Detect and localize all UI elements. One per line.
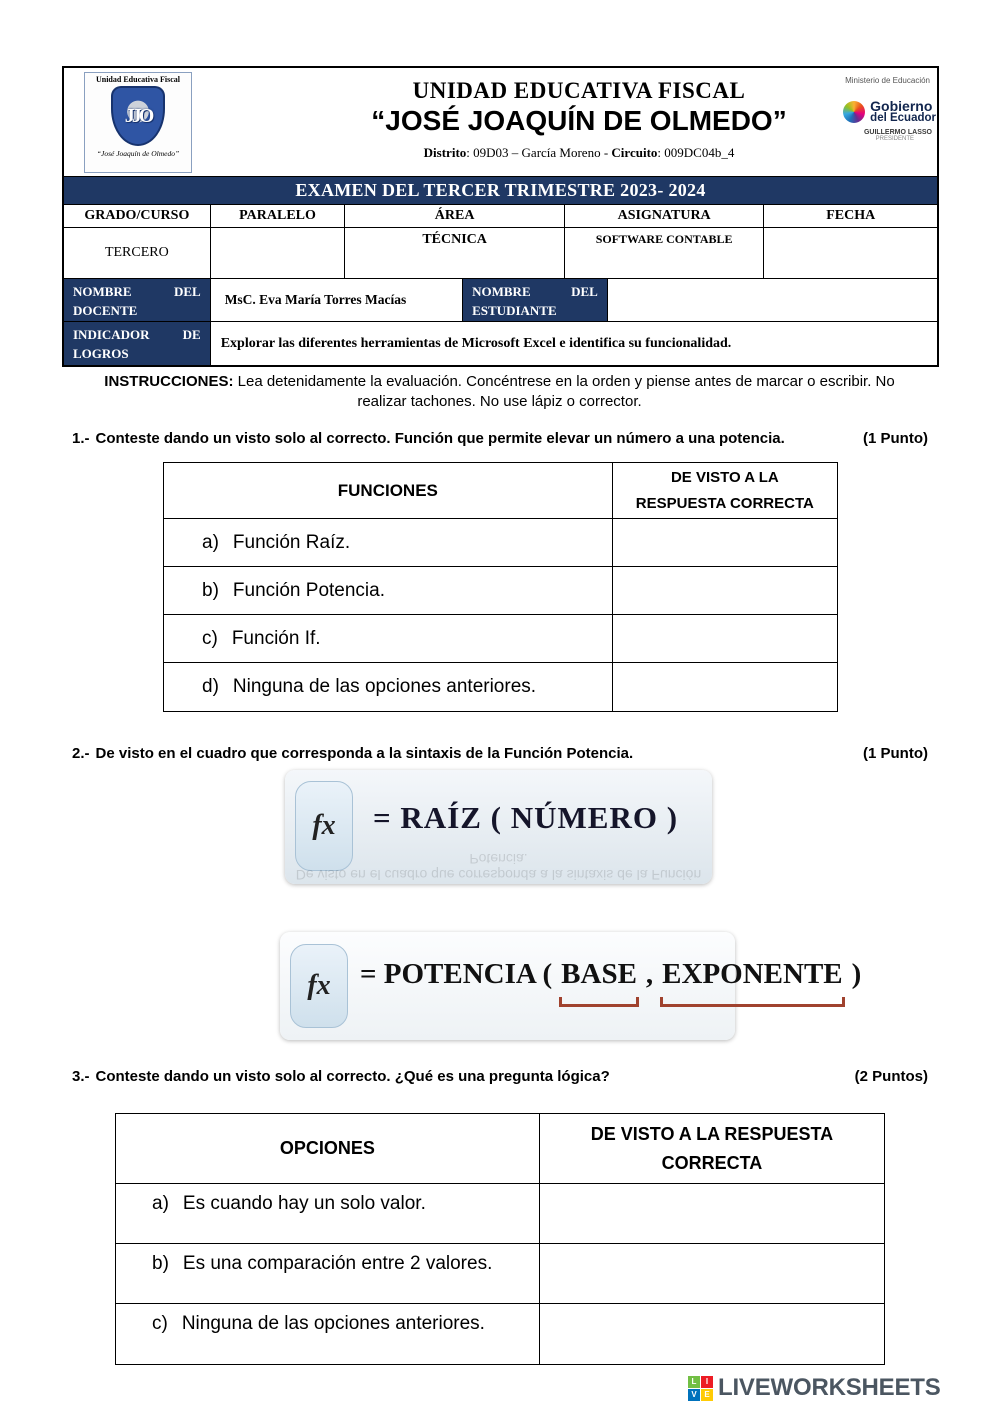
ecuador-emblem-icon [843,101,865,123]
q1-option-c-text: Función If. [231,627,321,649]
q1-answer-cell-b[interactable] [613,567,837,614]
q1-option-a-letter: a) [202,531,219,553]
q3-option-row-a [116,1184,884,1244]
q3-answer-cell-c[interactable] [540,1304,884,1364]
potencia-prefix: = POTENCIA ( [360,958,553,990]
question-1-text [72,430,785,447]
question-1-statement: Conteste dando un visto solo al correcto. Función que permite elevar un número a una potencia. [95,430,785,447]
logo-letter-i: I [701,1376,713,1388]
q1-answer-cell-d[interactable] [613,663,837,711]
q1-col2-header [613,463,837,518]
question-1-points: (1 Punto) [863,430,928,447]
district-value: : 09D03 – García Moreno - [466,145,612,160]
school-name-line2: “JOSÉ JOAQUÍN DE OLMEDO” [371,105,787,136]
formula-potencia-option[interactable] [280,932,862,1040]
school-initials: JJO [124,104,152,127]
teacher-name-value: MsC. Eva María Torres Macías [211,279,463,321]
circuit-value: : 009DC04b_4 [657,145,735,160]
government-logo-block [794,76,936,142]
q1-option-a-label [164,519,613,566]
q1-col2-header-line2: RESPUESTA CORRECTA [635,494,814,512]
q1-option-b-letter: b) [202,579,219,601]
header-area: ÁREA [345,205,565,227]
question-2-text [72,745,633,762]
question-2-points: (1 Punto) [863,745,928,762]
question-3-points: (2 Puntos) [854,1068,928,1085]
question-3-text [72,1068,610,1085]
q1-option-row-d [164,663,837,711]
exam-header-table [62,66,939,367]
school-header-row [64,68,937,177]
school-title-block [289,78,869,161]
question-1-heading [72,430,928,447]
underline-bracket-icon [559,997,639,1007]
q3-col1-header: OPCIONES [116,1114,540,1183]
potencia-arg-base [561,958,637,991]
paralelo-field[interactable] [211,228,346,278]
potencia-formula-text [360,958,861,991]
gov-line1: Gobierno [870,98,933,114]
q1-option-d-letter: d) [202,676,219,697]
q1-option-row-c [164,615,837,663]
logo-letter-v: V [688,1389,700,1401]
government-logo [794,99,936,125]
government-logo-text [870,99,936,125]
achievement-indicator-value: Explorar las diferentes herramientas de Microsoft Excel e identifica su funcionalidad. [220,335,732,351]
teacher-name-label: NOMBRE DEL DOCENTE [64,279,211,321]
question-3-statement: Conteste dando un visto solo al correcto. ¿Qué es una pregunta lógica? [95,1068,610,1085]
formula-raiz-option[interactable] [285,770,712,884]
fx-icon: fx [295,781,353,871]
q3-option-b-letter: b) [152,1253,169,1274]
q1-option-b-label [164,567,613,614]
q3-answer-cell-a[interactable] [540,1184,884,1243]
q3-option-row-b [116,1244,884,1304]
header-grado-curso: GRADO/CURSO [64,205,211,227]
ministry-label: Ministerio de Educación [845,76,930,85]
q1-option-a-text: Función Raíz. [232,531,351,553]
teacher-row [64,279,937,322]
header-fecha: FECHA [826,208,876,223]
gov-line2: del Ecuador [870,112,936,125]
liveworksheets-wordmark: LIVEWORKSHEETS [718,1374,941,1401]
instructions [92,372,907,413]
district-label: Distrito [423,145,467,160]
instructions-text: Lea detenidamente la evaluación. Concéntrese en la orden y piense antes de marcar o escribir. No realizar tachones. No use lápiz o corrector. [233,373,895,411]
school-logo-ribbon: “José Joaquín de Olmedo” [96,149,180,158]
student-name-field[interactable] [608,279,937,321]
q1-option-row-a [164,519,837,567]
q3-col2-header-line2: CORRECTA [661,1152,763,1173]
q1-option-c-label [164,615,613,662]
q3-option-c-label [116,1304,540,1364]
q1-option-d-text: Ninguna de las opciones anteriores. [232,676,537,697]
q1-answer-cell-c[interactable] [613,615,837,662]
president-title: PRESIDENTE [875,135,914,142]
q3-option-a-text: Es cuando hay un solo valor. [182,1193,426,1214]
q1-option-b-text: Función Potencia. [232,579,385,601]
header-asignatura: ASIGNATURA [565,205,765,227]
bleed-through-text: De visto en el cuadro que corresponda a la sintaxis de la Función Potencia. [295,851,702,883]
school-logo-caption: Unidad Educativa Fiscal [95,75,180,84]
potencia-comma: , [645,958,654,990]
q3-option-c-text: Ninguna de las opciones anteriores. [181,1313,485,1334]
q1-col1-header: FUNCIONES [164,463,613,518]
school-name-line1: UNIDAD EDUCATIVA FISCAL [412,78,746,103]
question-1-table [163,462,838,712]
exponente-text: EXPONENTE [662,958,843,990]
q1-option-c-letter: c) [202,627,218,649]
asignatura-value: SOFTWARE CONTABLE [565,228,765,278]
question-3-heading [72,1068,928,1085]
fecha-field[interactable] [764,228,937,278]
question-2-number: 2.- [72,745,90,762]
info-header-row [64,205,937,228]
circuit-label: Circuito [611,145,658,160]
liveworksheets-brand [688,1374,941,1402]
student-name-label: NOMBRE DEL ESTUDIANTE [463,279,608,321]
q3-option-a-label [116,1184,540,1243]
question-2-heading [72,745,928,762]
q1-option-row-b [164,567,837,615]
q1-answer-cell-a[interactable] [613,519,837,566]
raiz-formula-text: = RAÍZ ( NÚMERO ) [373,800,679,835]
exam-title-banner [64,177,937,205]
q1-table-header-row [164,463,837,519]
base-text: BASE [561,958,637,990]
question-3-number: 3.- [72,1068,90,1085]
q3-option-row-c [116,1304,884,1364]
q3-option-a-letter: a) [152,1193,169,1214]
q1-option-d-label [164,663,613,711]
q3-table-header-row [116,1114,884,1184]
achievement-indicator-row [64,322,937,365]
q3-option-b-text: Es una comparación entre 2 valores. [182,1253,493,1274]
liveworksheets-logo-icon [688,1376,713,1401]
logo-letter-e: E [701,1389,713,1401]
president-name: GUILLERMO LASSO [863,128,932,136]
fx-icon: fx [290,944,348,1028]
question-1-number: 1.- [72,430,90,447]
q3-col2-header-line1: DE VISTO A LA RESPUESTA [590,1123,834,1144]
school-logo [84,72,192,173]
potencia-suffix: ) [851,958,862,990]
exam-title: EXAMEN DEL TERCER TRIMESTRE 2023- 2024 [295,180,706,200]
header-paralelo: PARALELO [211,205,346,227]
instructions-label: INSTRUCCIONES: [104,373,234,390]
district-line [289,145,869,161]
grado-value: TERCERO [64,228,211,278]
achievement-indicator-label: INDICADOR DE LOGROS [64,322,211,365]
info-values-row [64,228,937,279]
q1-col2-header-line1: DE VISTO A LA [670,469,779,486]
question-2-statement: De visto en el cuadro que corresponda a la sintaxis de la Función Potencia. [95,745,634,762]
school-shield-icon [111,86,165,146]
q3-col2-header [540,1114,884,1183]
potencia-arg-exponente [662,958,842,991]
area-value: TÉCNICA [345,228,565,278]
underline-bracket-icon [660,997,844,1007]
question-3-table [115,1113,885,1365]
q3-option-b-label [116,1244,540,1303]
q3-option-c-letter: c) [152,1313,168,1334]
q3-answer-cell-b[interactable] [540,1244,884,1303]
logo-letter-l: L [688,1376,700,1388]
